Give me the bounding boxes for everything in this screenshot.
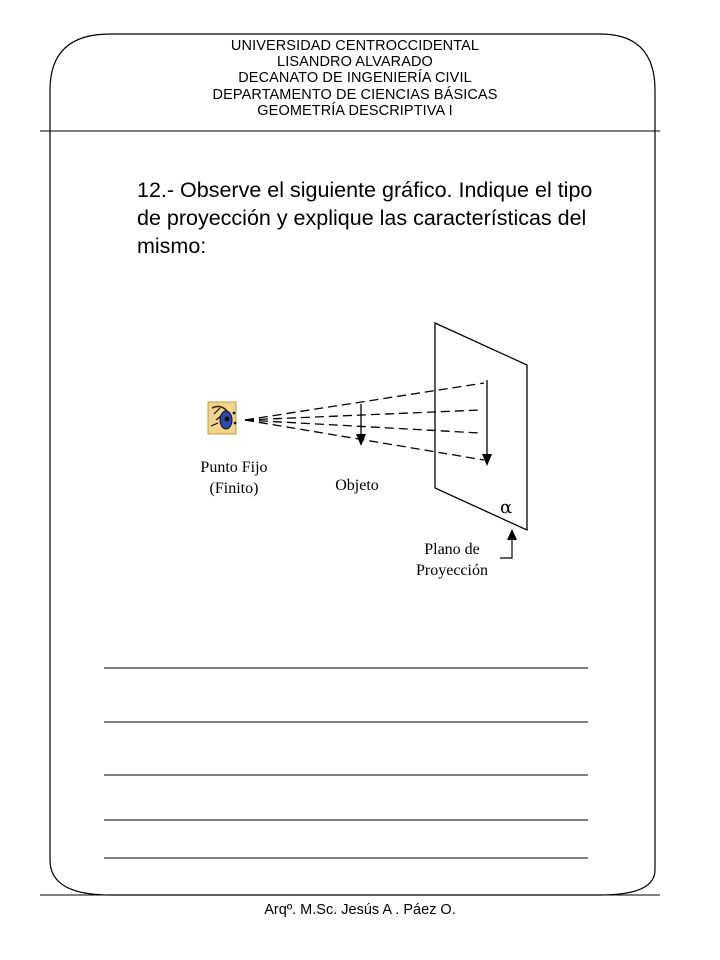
header-decanato: DECANATO DE INGENIERÍA CIVIL <box>238 70 472 87</box>
header-university: UNIVERSIDAD CENTROCCIDENTAL <box>230 38 480 54</box>
fixed-point-line2: (Finito) <box>209 480 259 497</box>
header-departamento: DEPARTAMENTO DE CIENCIAS BÁSICAS <box>212 86 498 103</box>
plane-label-line2: Proyección <box>416 562 488 579</box>
header-lisandro: LISANDRO ALVARADO <box>277 54 433 71</box>
fixed-point-line1: Punto Fijo <box>200 459 268 476</box>
plane-label-line1: Plano de <box>424 541 480 558</box>
question-text: 12.- Observe el siguiente gráfico. Indique el tipo de proyección y explique las características del mismo: <box>137 178 593 258</box>
object-label: Objeto <box>335 477 379 494</box>
plane-symbol-alpha: α <box>500 497 513 518</box>
footer-author: Arqº. M.Sc. Jesús A . Páez O. <box>264 902 456 918</box>
header-course: GEOMETRÍA DESCRIPTIVA I <box>257 102 453 119</box>
